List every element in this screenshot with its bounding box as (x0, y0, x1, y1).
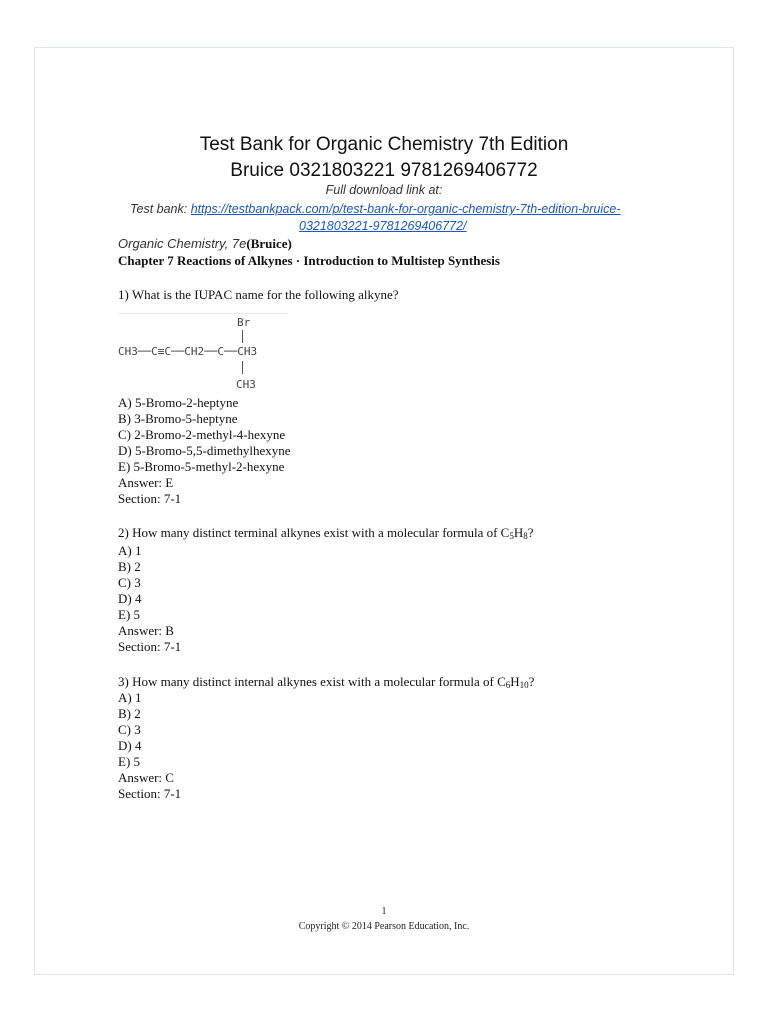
test-bank-label: Test bank: (130, 202, 188, 216)
question-3-options (118, 690, 181, 802)
option: D) 5-Bromo-5,5-dimethylhexyne (118, 443, 291, 458)
option: B) 2 (118, 559, 141, 574)
question-1-options (118, 395, 291, 507)
option: E) 5-Bromo-5-methyl-2-hexyne (118, 459, 285, 474)
option: C) 3 (118, 722, 141, 737)
question-2-options (118, 543, 181, 655)
molecule-top-label: Br (237, 316, 251, 329)
option: C) 3 (118, 575, 141, 590)
full-download-label: Full download link at: (325, 183, 443, 197)
option: E) 5 (118, 607, 141, 622)
answer: Answer: C (118, 770, 174, 785)
molecule-main-chain: CH3──C≡C──CH2──C──CH3 (118, 345, 258, 358)
option: D) 4 (118, 591, 142, 606)
page-number: 1 (381, 906, 387, 917)
book-name: Organic Chemistry, 7e (118, 236, 247, 251)
molecule-bottom-label: CH3 (236, 378, 256, 391)
section: Section: 7-1 (118, 639, 182, 654)
test-bank-line (130, 202, 621, 216)
option: C) 2-Bromo-2-methyl-4-hexyne (118, 427, 286, 442)
option: A) 1 (118, 543, 142, 558)
book-author: (Bruice) (246, 236, 292, 251)
option: A) 1 (118, 690, 142, 705)
section: Section: 7-1 (118, 786, 182, 801)
option: D) 4 (118, 738, 142, 753)
test-bank-link[interactable]: https://testbankpack.com/p/test-bank-for-organic-chemistry-7th-edition-bruice- (190, 202, 621, 216)
question-1-text: 1) What is the IUPAC name for the following alkyne? (118, 287, 399, 302)
document-title-line2: Bruice 0321803221 9781269406772 (230, 160, 538, 181)
chapter-heading: Chapter 7 Reactions of Alkynes · Introduction to Multistep Synthesis (118, 253, 500, 268)
option: B) 2 (118, 706, 141, 721)
book-line (118, 236, 292, 252)
test-bank-link-continued[interactable]: 0321803221-9781269406772/ (299, 219, 467, 233)
answer: Answer: E (118, 475, 174, 490)
answer: Answer: B (118, 623, 174, 638)
copyright-notice: Copyright © 2014 Pearson Education, Inc. (298, 921, 470, 932)
question-3-text: 3) How many distinct internal alkynes exist with a molecular formula of $C_6H_{10}$? (118, 674, 535, 690)
document-title-line1: Test Bank for Organic Chemistry 7th Edition (199, 134, 569, 155)
question-2-text: 2) How many distinct terminal alkynes exist with a molecular formula of $C_5H_8$? (118, 525, 534, 541)
option: B) 3-Bromo-5-heptyne (118, 411, 238, 426)
section: Section: 7-1 (118, 491, 182, 506)
option: E) 5 (118, 754, 141, 769)
option: A) 5-Bromo-2-heptyne (118, 395, 239, 410)
